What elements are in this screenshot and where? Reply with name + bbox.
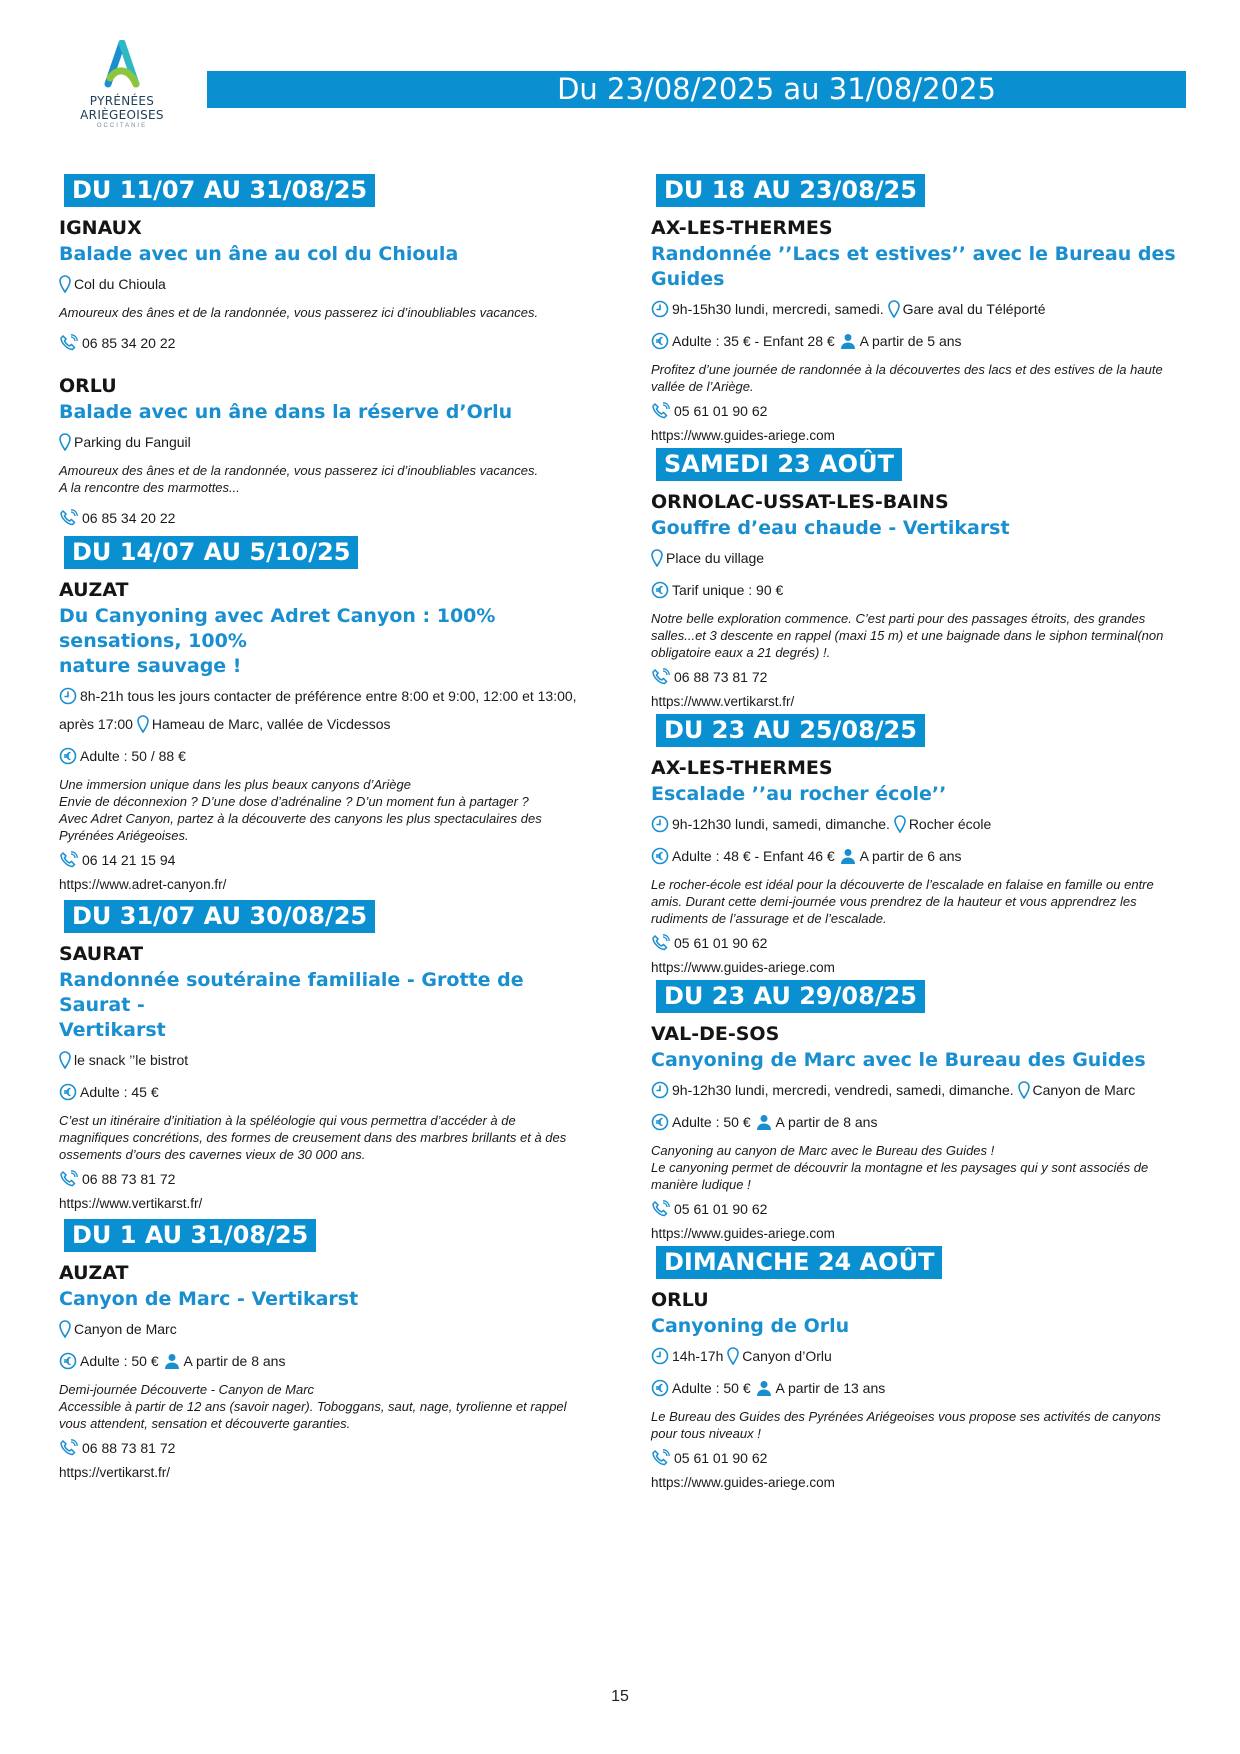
event-phone[interactable]: 06 88 73 81 72 [82,1440,176,1456]
event-town: ORLU [59,375,117,397]
phone-icon [59,509,79,527]
location-pin-icon [651,549,663,567]
phone-icon [59,334,79,352]
event-description [59,462,599,496]
desc-line: Demi-journée Découverte - Canyon de Marc [59,1382,315,1397]
event-place: Place du village [666,550,765,566]
brand-logo [74,40,170,140]
clock-icon [651,1347,669,1365]
event-price: Adulte : 45 € [80,1084,159,1100]
event-town: SAURAT [59,943,144,965]
event-description [651,361,1191,395]
location-pin-icon [59,1051,71,1069]
euro-icon [59,1083,77,1101]
event-price: Adulte : 50 € [672,1380,751,1396]
event-title: Canyon de Marc - Vertikarst [59,1288,359,1310]
clock-icon [651,300,669,318]
event-phone[interactable]: 06 88 73 81 72 [674,669,768,685]
event-time-cont: après 17:00 [59,716,133,732]
event-place: Canyon de Marc [74,1321,177,1337]
euro-icon [651,1379,669,1397]
desc-line: Une immersion unique dans les plus beaux canyons d’Ariège [59,777,411,792]
page-number: 15 [611,1688,629,1705]
event-phone[interactable]: 06 85 34 20 22 [82,510,176,526]
euro-icon [651,847,669,865]
event-description [651,876,1191,927]
logo-line-2: ARIÈGEOISES [80,108,164,122]
phone-icon [59,1439,79,1457]
event-place: Canyon de Marc [1032,1082,1136,1098]
location-pin-icon [894,815,906,833]
desc-line: rudiments de l’assurage et de l’escalade. [651,911,887,926]
event-price: Adulte : 50 € [672,1114,751,1130]
event-title: Randonnée ’’Lacs et estives’’ avec le Bureau des Guides [651,243,1176,290]
event-town: VAL-DE-SOS [651,1023,780,1045]
clock-icon [59,687,77,705]
event-url[interactable]: https://www.guides-ariege.com [651,960,835,975]
event-price: Adulte : 35 € - Enfant 28 € [672,333,835,349]
desc-line: manière ludique ! [651,1177,751,1192]
event-title [59,604,599,679]
desc-line: vous attendent, sensation et découverte garanties. [59,1416,351,1431]
event-town: IGNAUX [59,217,142,239]
location-pin-icon [1018,1081,1030,1099]
location-pin-icon [727,1347,739,1365]
event-time: 14h-17h [672,1348,724,1364]
phone-icon [651,1449,671,1467]
event-phone[interactable]: 05 61 01 90 62 [674,935,768,951]
event-phone[interactable]: 06 88 73 81 72 [82,1171,176,1187]
euro-icon [651,581,669,599]
euro-icon [59,747,77,765]
event-title: Balade avec un âne dans la réserve d’Orlu [59,401,513,423]
event-town: AUZAT [59,579,129,601]
event-url[interactable]: https://www.vertikarst.fr/ [59,1196,203,1211]
event-age: A partir de 6 ans [859,848,962,864]
desc-line: Le rocher-école est idéal pour la découverte de l’escalade en falaise en famille ou entre [651,877,1154,892]
desc-line: salles...et 3 descente en rappel (maxi 15 m) et une baignade dans le siphon terminal(non [651,628,1164,643]
event-title: Canyoning de Marc avec le Bureau des Guides [651,1049,1146,1071]
event-place: Rocher école [908,816,992,832]
event-card [59,940,599,1216]
event-card [59,1259,599,1485]
event-age: A partir de 8 ans [183,1353,286,1369]
event-url[interactable]: https://www.guides-ariege.com [651,1475,835,1490]
desc-line: Accessible à partir de 12 ans (savoir nager). Toboggans, saut, nage, tyrolienne et rappel [59,1399,567,1414]
event-time: 9h-12h30 lundi, mercredi, vendredi, samedi, dimanche. [672,1082,1014,1098]
event-phone[interactable]: 06 14 21 15 94 [82,852,176,868]
phone-icon [651,668,671,686]
event-place: Parking du Fanguil [74,434,191,450]
euro-icon [651,332,669,350]
event-url[interactable]: https://www.vertikarst.fr/ [651,694,795,709]
event-card [651,1020,1191,1246]
section-date: DU 31/07 AU 30/08/25 [64,900,375,933]
person-icon [163,1352,181,1370]
title-line: Vertikarst [59,1019,166,1041]
person-icon [755,1379,773,1397]
desc-line: ossements d’ours des cavernes vieux de 30 000 ans. [59,1147,366,1162]
desc-line: pour tous niveaux ! [651,1426,761,1441]
event-place: Gare aval du Téléporté [902,301,1046,317]
event-time: 9h-15h30 lundi, mercredi, samedi. [672,301,884,317]
section-date: DU 1 AU 31/08/25 [64,1219,316,1252]
left-column [59,174,599,1485]
event-phone[interactable]: 06 85 34 20 22 [82,335,176,351]
title-line: nature sauvage ! [59,655,242,677]
event-url[interactable]: https://vertikarst.fr/ [59,1465,171,1480]
section-date: SAMEDI 23 AOÛT [656,448,902,481]
logo-line-1: PYRÉNÉES [89,94,155,108]
desc-line: magnifiques concrétions, des formes de creusement dans des marbres brillants et à des [59,1130,567,1145]
desc-line: Amoureux des ânes et de la randonnée, vous passerez ici d’inoubliables vacances. [59,463,539,478]
event-card [59,214,599,355]
event-url[interactable]: https://www.guides-ariege.com [651,428,835,443]
location-pin-icon [137,715,149,733]
desc-line: Canyoning au canyon de Marc avec le Bureau des Guides ! [651,1143,995,1158]
event-description [59,1381,599,1432]
desc-line: Le Bureau des Guides des Pyrénées Ariégeoises vous propose ses activités de canyons [651,1409,1161,1424]
euro-icon [651,1113,669,1131]
section-date: DIMANCHE 24 AOÛT [656,1246,942,1279]
location-pin-icon [59,433,71,451]
event-title: Escalade ’’au rocher école’’ [651,783,947,805]
phone-icon [651,402,671,420]
desc-line: Avec Adret Canyon, partez à la découverte des canyons les plus spectaculaires des [59,811,542,826]
section-date: DU 23 AU 25/08/25 [656,714,925,747]
title-line: Randonnée soutéraine familiale - Grotte de Saurat - [59,969,524,1016]
event-description [651,1142,1191,1193]
event-url[interactable]: https://www.guides-ariege.com [651,1226,835,1241]
event-phone[interactable]: 05 61 01 90 62 [674,403,768,419]
logo-line-3: OCCITANIE [96,123,148,129]
event-title: Balade avec un âne au col du Chioula [59,243,459,265]
location-pin-icon [59,1320,71,1338]
event-card [59,576,599,897]
clock-icon [651,815,669,833]
section-date: DU 11/07 AU 31/08/25 [64,174,375,207]
event-place: le snack ’’le bistrot [74,1052,189,1068]
event-price: Adulte : 48 € - Enfant 46 € [672,848,835,864]
desc-line: C’est un itinéraire d’initiation à la spéléologie qui vous permettra d’accéder à de [59,1113,516,1128]
desc-line: Pyrénées Ariégeoises. [59,828,189,843]
section-date: DU 18 AU 23/08/25 [656,174,925,207]
phone-icon [59,851,79,869]
event-description: Amoureux des ânes et de la randonnée, vous passerez ici d’inoubliables vacances. [59,305,539,320]
event-place: Canyon d’Orlu [742,1348,832,1364]
section-date: DU 23 AU 29/08/25 [656,980,925,1013]
event-place: Hameau de Marc, vallée de Vicdessos [151,716,391,732]
desc-line: Notre belle exploration commence. C’est parti pour des passages étroits, des grandes [651,611,1146,626]
location-pin-icon [888,300,900,318]
event-town: AX-LES-THERMES [651,757,833,779]
event-place: Col du Chioula [74,276,166,292]
event-phone[interactable]: 05 61 01 90 62 [674,1201,768,1217]
event-description [651,610,1191,661]
event-time: 8h-21h tous les jours contacter de préférence entre 8:00 et 9:00, 12:00 et 13:00, [80,688,577,704]
phone-icon [59,1170,79,1188]
logo-mark-icon [100,40,144,94]
euro-icon [59,1352,77,1370]
event-town: AX-LES-THERMES [651,217,833,239]
event-card [651,488,1191,714]
event-time: 9h-12h30 lundi, samedi, dimanche. [672,816,890,832]
phone-icon [651,1200,671,1218]
desc-line: A la rencontre des marmottes... [59,480,240,495]
desc-line: vallée de l’Ariège. [651,379,754,394]
event-price: Adulte : 50 € [80,1353,159,1369]
event-age: A partir de 13 ans [775,1380,886,1396]
event-card [651,1286,1191,1495]
desc-line: amis. Durant cette demi-journée vous prendrez de la hauteur et vous apprendrez les [651,894,1137,909]
location-pin-icon [59,275,71,293]
clock-icon [651,1081,669,1099]
event-title [59,968,599,1043]
header-banner: Du 23/08/2025 au 31/08/2025 [207,71,1186,108]
right-column [651,174,1191,1495]
person-icon [839,847,857,865]
section-date: DU 14/07 AU 5/10/25 [64,536,358,569]
desc-line: Envie de déconnexion ? D’une dose d’adrénaline ? D’un moment fun à partager ? [59,794,529,809]
event-price: Adulte : 50 / 88 € [80,748,186,764]
event-town: ORNOLAC-USSAT-LES-BAINS [651,491,949,513]
event-town: ORLU [651,1289,709,1311]
event-age: A partir de 8 ans [775,1114,878,1130]
event-card [651,754,1191,980]
title-line: Du Canyoning avec Adret Canyon : 100% sensations, 100% [59,605,496,652]
phone-icon [651,934,671,952]
event-title: Canyoning de Orlu [651,1315,850,1337]
event-description [59,1112,599,1163]
desc-line: obligatoire eaux a 21 degrés) !. [651,645,831,660]
desc-line: Profitez d’une journée de randonnée à la découvertes des lacs et des estives de la haute [651,362,1163,377]
event-card [59,372,599,530]
event-description [651,1408,1191,1442]
desc-line: Le canyoning permet de découvrir la montagne et les paysages qui y sont associés de [651,1160,1149,1175]
event-description [59,776,599,844]
event-price: Tarif unique : 90 € [672,582,784,598]
event-age: A partir de 5 ans [859,333,962,349]
person-icon [839,332,857,350]
event-card [651,214,1191,448]
event-phone[interactable]: 05 61 01 90 62 [674,1450,768,1466]
event-url[interactable]: https://www.adret-canyon.fr/ [59,877,227,892]
person-icon [755,1113,773,1131]
event-town: AUZAT [59,1262,129,1284]
event-title: Gouffre d’eau chaude - Vertikarst [651,517,1010,539]
